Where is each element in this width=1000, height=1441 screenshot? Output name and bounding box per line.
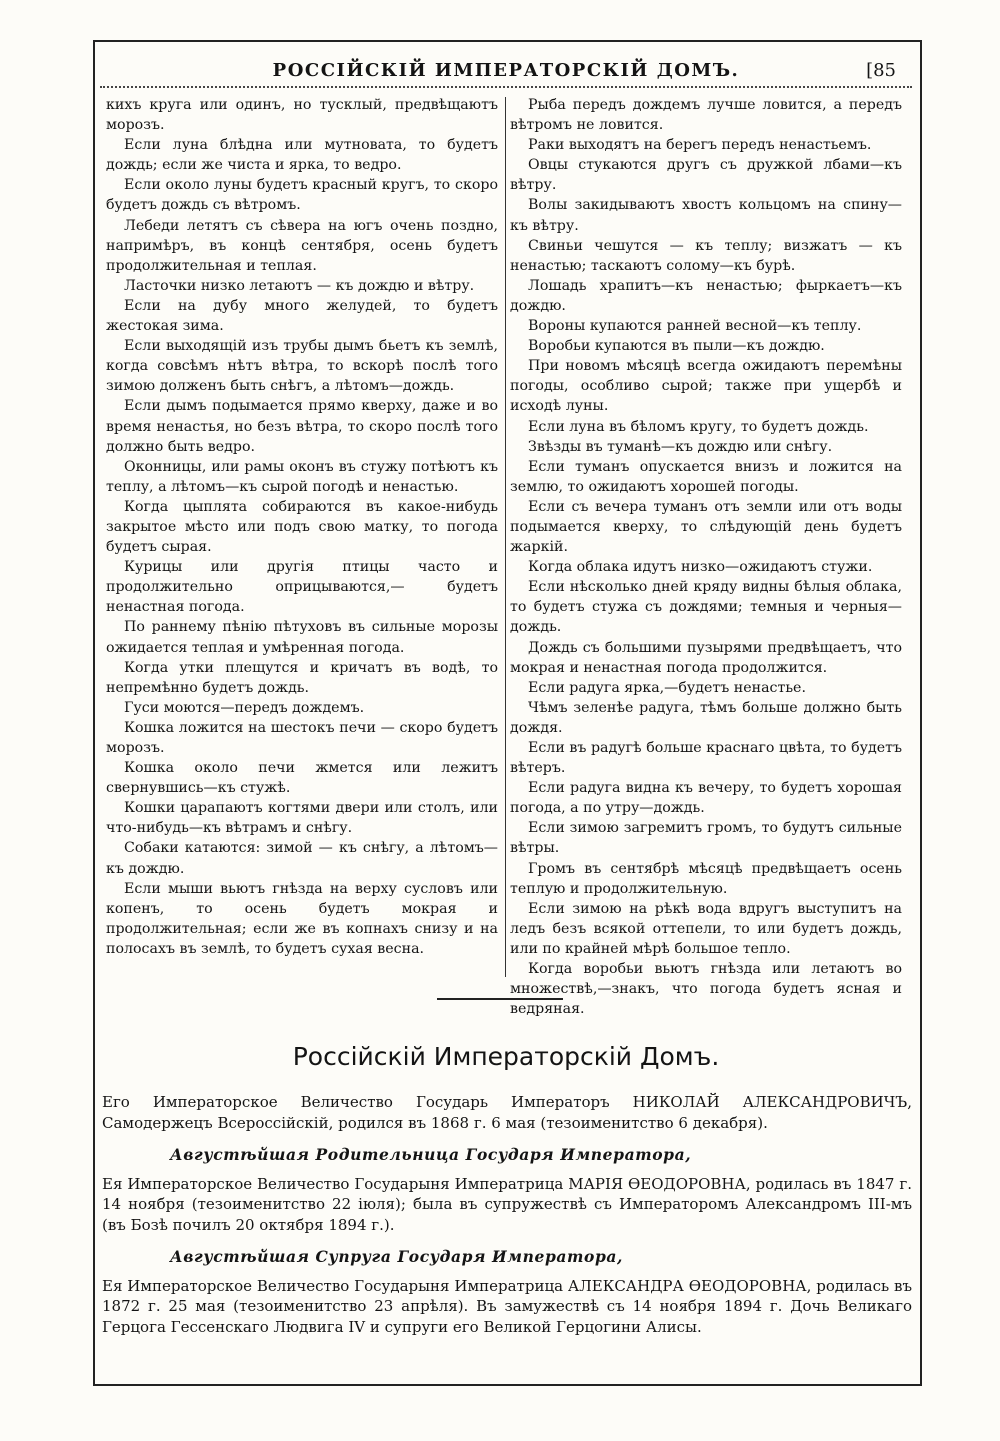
paragraph: Вороны купаются ранней весной—къ теплу. (528, 318, 862, 335)
paragraph: Овцы стукаются другъ съ дружкой лбами—къ вѣтру. (510, 157, 902, 194)
paragraph: При новомъ мѣсяцѣ всегда ожидаютъ перемѣны погоды, особливо сырой; также при ущербѣ и исходѣ луны. (510, 358, 902, 415)
paragraph: Свиньи чешутся — къ теплу; визжатъ — къ ненастью; таскаютъ солому—къ бурѣ. (510, 237, 902, 274)
entry-spouse: Ея Императорское Величество Государыня Императрица АЛЕКСАНДРА ѲЕОДОРОВНА, родилась въ 1872 г. 25 мая (тезоименитство 23 апрѣля). Въ замужествѣ съ 14 ноября 1894 г. Дочь Великаго Герцога Гессенскаго Людвига IV и супруги его Великой Герцогини Алисы. (102, 1276, 912, 1336)
paragraph: Если дымъ подымается прямо кверху, даже и во время ненастья, но безъ вѣтра, то скоро послѣ того должно быть ведро. (106, 398, 498, 455)
paragraph: Если луна блѣдна или мутновата, то будетъ дождь; если же чиста и ярка, то ведро. (106, 137, 498, 174)
imperial-house-entries (100, 1092, 912, 1349)
paragraph: Раки выходятъ на берегъ передъ ненастьемъ. (528, 137, 872, 154)
two-column-text (106, 95, 906, 1018)
paragraph: По раннему пѣнію пѣтуховъ въ сильные морозы ожидается теплая и умѣренная погода. (106, 619, 498, 656)
paragraph: Если съ вечера туманъ отъ земли или отъ воды подымается кверху, то слѣдующій день будетъ жаркій. (510, 498, 902, 556)
subhead-mother: Августѣйшая Родительница Государя Императора, (170, 1145, 692, 1164)
paragraph: Кошка около печи жмется или лежитъ свернувшись—къ стужѣ. (106, 760, 498, 797)
paragraph: Чѣмъ зеленѣе радуга, тѣмъ больше должно быть дождя. (510, 699, 902, 736)
section-title: Россійскій Императорскій Домъ. (292, 1042, 720, 1071)
paragraph: Если мыши вьютъ гнѣзда на верху сусловъ или копенъ, то осень будетъ мокрая и продолжительная; если же въ копнахъ снизу и на полосахъ въ землѣ, то будетъ сухая весна. (106, 880, 498, 957)
paragraph: Волы закидываютъ хвостъ кольцомъ на спину—къ вѣтру. (510, 197, 902, 234)
paragraph: Когда воробьи вьютъ гнѣзда или летаютъ во множествѣ,—знакъ, что погода будетъ ясная и ведряная. (510, 961, 902, 1018)
paragraph: Когда цыплята собираются въ какое-нибудь закрытое мѣсто или подъ свою матку, то погода будетъ сырая. (106, 498, 498, 556)
right-column (510, 95, 902, 1019)
paragraph: Если на дубу много желудей, то будетъ жестокая зима. (106, 297, 498, 335)
paragraph: Кошка ложится на шестокъ печи — скоро будетъ морозъ. (106, 719, 498, 756)
paragraph: Дождь съ большими пузырями предвѣщаетъ, что мокрая и ненастная погода продолжится. (510, 639, 902, 676)
paragraph: Если около луны будетъ красный кругъ, то скоро будетъ дождь съ вѣтромъ. (106, 177, 498, 214)
paragraph: Если въ радугѣ больше краснаго цвѣта, то будетъ вѣтеръ. (510, 740, 902, 777)
paragraph: Если выходящій изъ трубы дымъ бьетъ къ землѣ, когда совсѣмъ нѣтъ вѣтра, то вскорѣ послѣ того зимою долженъ быть снѣгъ, а лѣтомъ—дождь. (106, 338, 498, 395)
page-number: [85 (866, 60, 896, 81)
paragraph: кихъ круга или одинъ, но тусклый, предвѣщаютъ морозъ. (106, 97, 498, 134)
entry-emperor: Его Императорское Величество Государь Императоръ НИКОЛАЙ АЛЕКСАНДРОВИЧЪ, Самодержецъ Всероссійскій, родился въ 1868 г. 6 мая (тезоименитство 6 декабря). (102, 1093, 912, 1132)
paragraph: Если луна въ бѣломъ кругу, то будетъ дождь. (528, 418, 869, 435)
paragraph: Если радуга ярка,—будетъ ненастье. (528, 679, 806, 696)
paragraph: Когда утки плещутся и кричатъ въ водѣ, то непремѣнно будетъ дождь. (106, 659, 498, 696)
paragraph: Ласточки низко летаютъ — къ дождю и вѣтру. (124, 277, 475, 294)
paragraph: Если радуга видна къ вечеру, то будетъ хорошая погода, а по утру—дождь. (510, 780, 902, 817)
paragraph: Рыба передъ дождемъ лучше ловится, а передъ вѣтромъ не ловится. (510, 97, 902, 134)
paragraph: Кошки царапаютъ когтями двери или столъ, или что-нибудь—къ вѣтрамъ и снѣгу. (106, 800, 498, 837)
section-rule (437, 998, 563, 1000)
paragraph: Если зимою загремитъ громъ, то будутъ сильные вѣтры. (510, 820, 902, 857)
running-head (100, 58, 912, 88)
running-title: РОССІЙСКІЙ ИМПЕРАТОРСКІЙ ДОМЪ. (272, 60, 740, 81)
header-rule (100, 86, 912, 88)
paragraph: Если туманъ опускается внизъ и ложится на землю, то ожидаютъ хорошей погоды. (510, 458, 902, 495)
paragraph: Собаки катаются: зимой — къ снѣгу, а лѣтомъ—къ дождю. (106, 840, 498, 877)
paragraph: Воробьи купаются въ пыли—къ дождю. (528, 338, 825, 355)
subhead-spouse: Августѣйшая Супруга Государя Императора, (170, 1247, 624, 1266)
column-divider (505, 97, 506, 977)
paragraph: Лебеди летятъ съ сѣвера на югъ очень поздно, напримѣръ, въ концѣ сентября, осень будетъ продолжительная и теплая. (106, 217, 498, 274)
paragraph: Звѣзды въ туманѣ—къ дождю или снѣгу. (528, 438, 833, 455)
paragraph: Курицы или другія птицы часто и продолжительно оприцываются,— будетъ ненастная погода. (106, 559, 498, 616)
left-column (106, 95, 498, 959)
paragraph: Оконницы, или рамы оконъ въ стужу потѣютъ къ теплу, а лѣтомъ—къ сырой погодѣ и ненастью. (106, 458, 498, 495)
paragraph: Лошадь храпитъ—къ ненастью; фыркаетъ—къ дождю. (510, 277, 902, 314)
entry-mother: Ея Императорское Величество Государыня Императрица МАРІЯ ѲЕОДОРОВНА, родилась въ 1847 г. 14 ноября (тезоименитство 22 іюля); была въ супружествѣ съ Императоромъ Александромъ III-мъ (въ Бозѣ почилъ 20 октября 1894 г.). (102, 1174, 912, 1234)
paragraph: Если нѣсколько дней кряду видны бѣлыя облака, то будетъ стужа съ дождями; темныя и черныя—дождь. (510, 579, 902, 636)
paragraph: Когда облака идутъ низко—ожидаютъ стужи. (528, 559, 873, 576)
paragraph: Гуси моются—передъ дождемъ. (124, 699, 365, 716)
paragraph: Громъ въ сентябрѣ мѣсяцѣ предвѣщаетъ осень теплую и продолжительную. (510, 860, 902, 897)
paragraph: Если зимою на рѣкѣ вода вдругъ выступитъ на ледъ безъ всякой оттепели, то или будетъ дождь, или по крайней мѣрѣ большое тепло. (510, 900, 902, 957)
